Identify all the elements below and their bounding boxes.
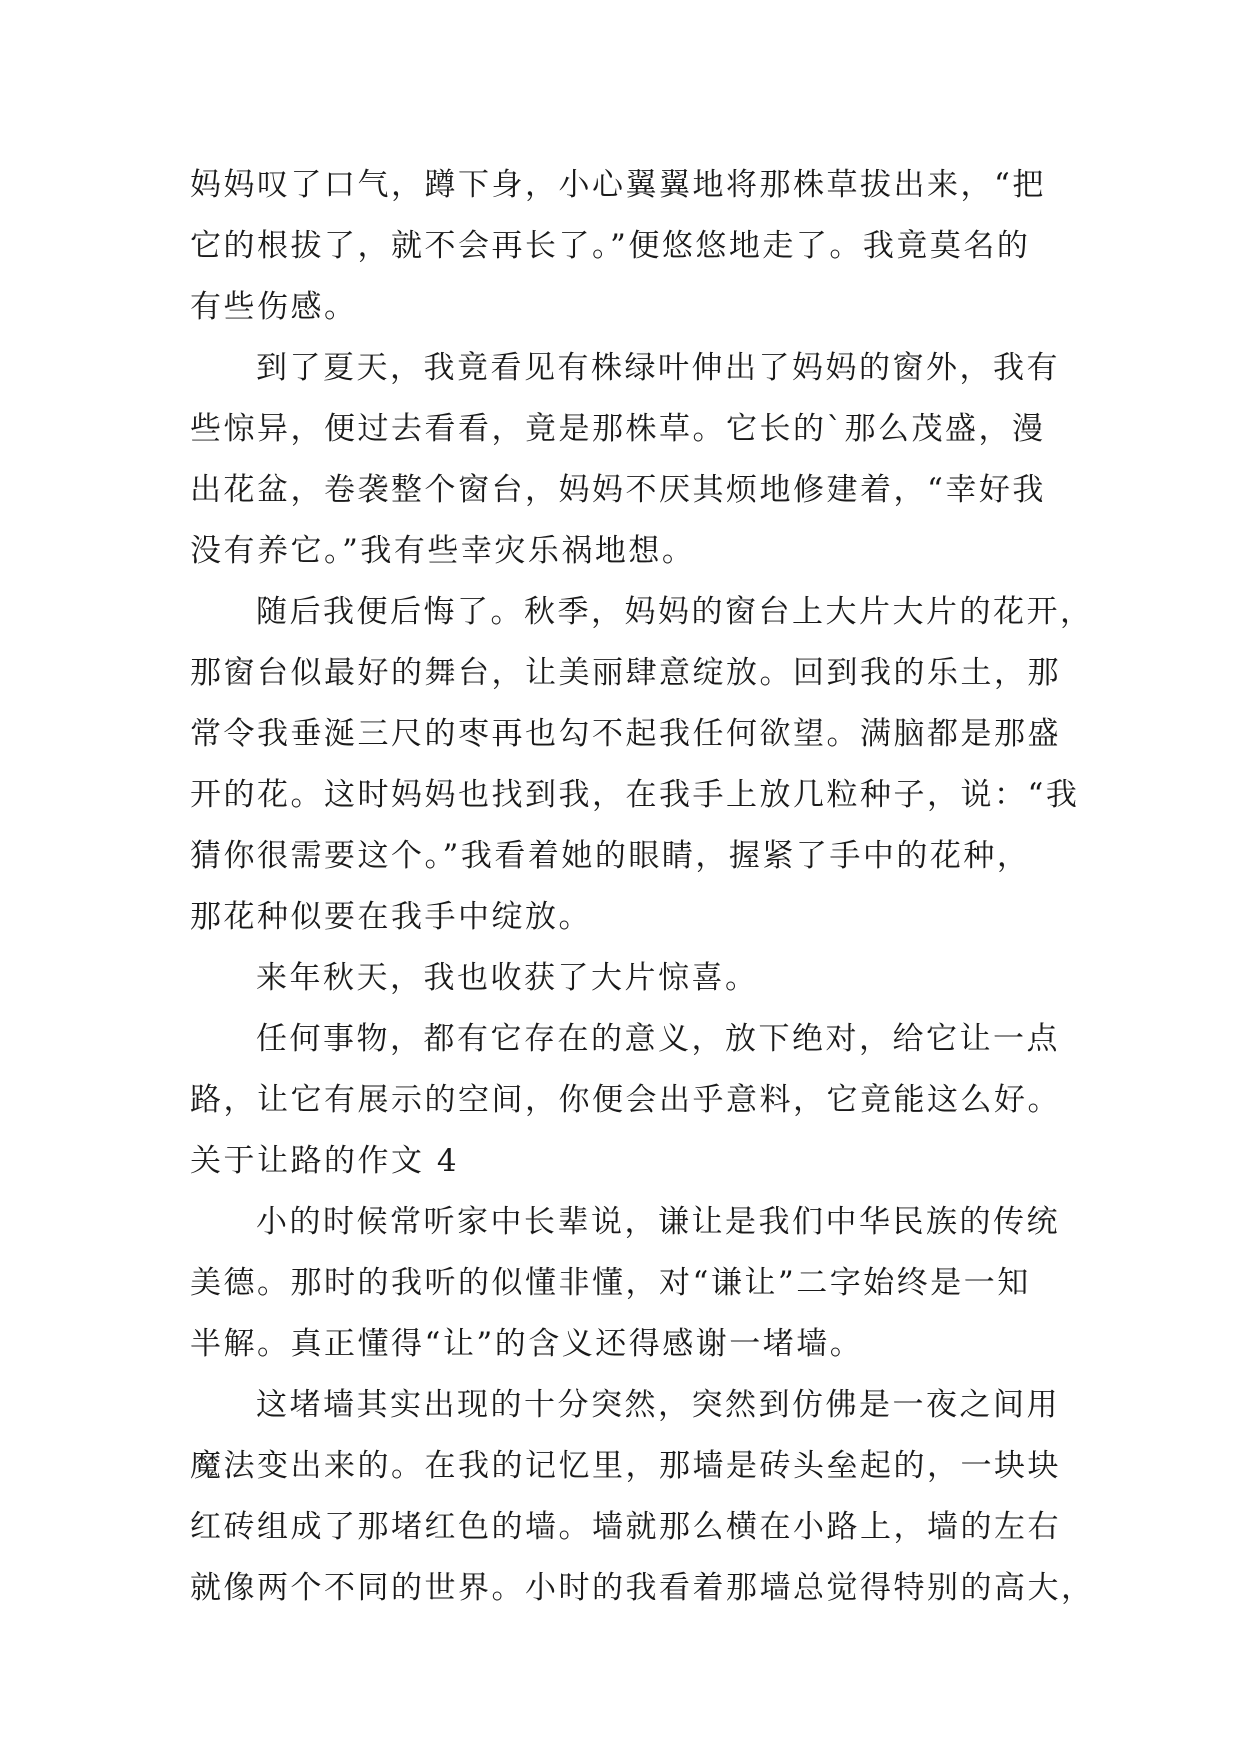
text-line: 红砖组成了那堵红色的墙。墙就那么横在小路上，墙的左右 [190, 1509, 1061, 1545]
text-line: 到了夏天，我竟看见有株绿叶伸出了妈妈的窗外，我有 [256, 350, 1060, 386]
text-line: 它的根拔了，就不会再长了。”便悠悠地走了。我竟莫名的 [190, 228, 1031, 264]
text-line: 随后我便后悔了。秋季，妈妈的窗台上大片大片的花开， [256, 594, 1094, 630]
text-line: 有些伤感。 [190, 289, 358, 325]
text-line: 就像两个不同的世界。小时的我看着那墙总觉得特别的高大， [190, 1570, 1095, 1606]
text-line: 路，让它有展示的空间，你便会出乎意料，它竟能这么好。 [190, 1082, 1061, 1118]
essay-body [190, 155, 1095, 1619]
text-line: 出花盆，卷袭整个窗台，妈妈不厌其烦地修建着，“幸好我 [190, 472, 1046, 508]
text-line: 妈妈叹了口气，蹲下身，小心翼翼地将那株草拔出来，“把 [190, 167, 1046, 203]
text-line: 半解。真正懂得“让”的含义还得感谢一堵墙。 [190, 1326, 864, 1362]
text-line: 美德。那时的我听的似懂非懂，对“谦让”二字始终是一知 [190, 1265, 1031, 1301]
text-line: 些惊异，便过去看看，竟是那株草。它长的`那么茂盛，漫 [190, 411, 1046, 447]
text-line: 那窗台似最好的舞台，让美丽肆意绽放。回到我的乐土，那 [190, 655, 1061, 691]
text-line: 小的时候常听家中长辈说，谦让是我们中华民族的传统 [256, 1204, 1060, 1240]
section-heading: 关于让路的作文 4 [190, 1143, 460, 1179]
text-line: 没有养它。”我有些幸灾乐祸地想。 [190, 533, 696, 569]
text-line: 猜你很需要这个。”我看着她的眼睛，握紧了手中的花种， [190, 838, 1031, 874]
text-line: 这堵墙其实出现的十分突然，突然到仿佛是一夜之间用 [256, 1387, 1060, 1423]
text-line: 那花种似要在我手中绽放。 [190, 899, 592, 935]
text-line: 常令我垂涎三尺的枣再也勾不起我任何欲望。满脑都是那盛 [190, 716, 1061, 752]
text-line: 开的花。这时妈妈也找到我，在我手上放几粒种子，说：“我 [190, 777, 1080, 813]
text-line: 任何事物，都有它存在的意义，放下绝对，给它让一点 [256, 1021, 1060, 1057]
text-line: 魔法变出来的。在我的记忆里，那墙是砖头垒起的，一块块 [190, 1448, 1061, 1484]
text-line: 来年秋天，我也收获了大片惊喜。 [256, 960, 759, 996]
